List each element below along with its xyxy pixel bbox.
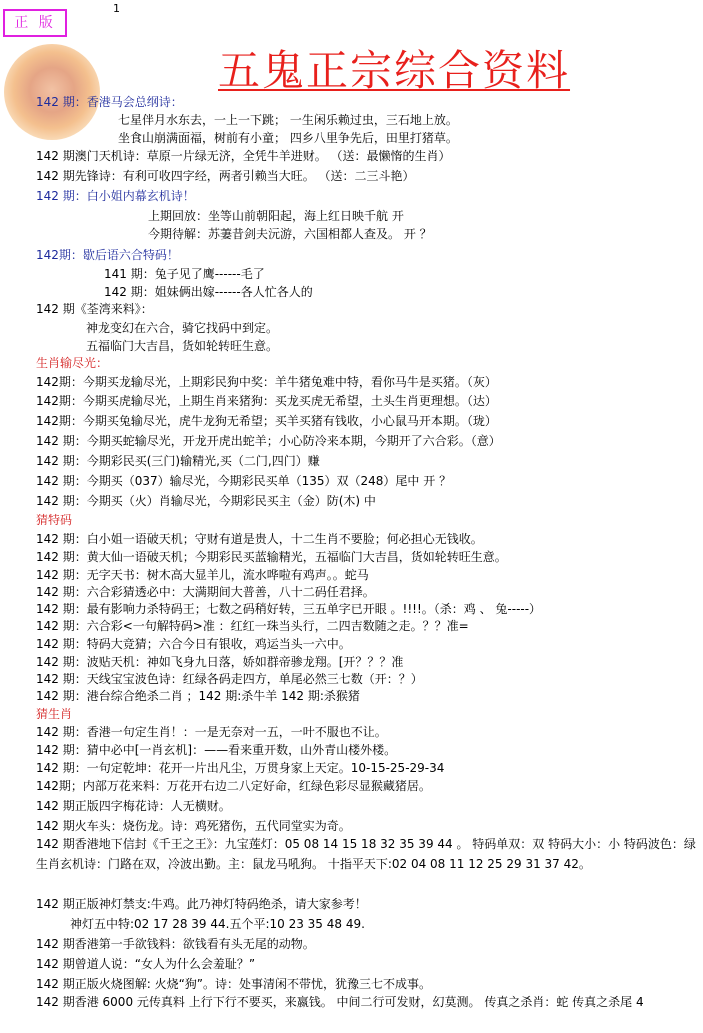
- text-paragraph: 142 期香港地下信封《千王之王》：九宝莲灯：05 08 14 15 18 32 35 39 44 。 特码单双：双 特码大小：小 特码波色：绿 生肖玄机诗：门路在双，冷波出勤。主：鼠龙马吼狗。 十指平天下:02 04 08 11 12 25 29 31 37 42。: [36, 837, 696, 871]
- text-line: 神灯五中特:02 17 28 39 44.五个平:10 23 35 48 49.: [70, 917, 365, 931]
- text-line: 142 期先锋诗：有利可收四字经，两者引赖当大旺。 （送：二三斗艳）: [36, 169, 415, 183]
- text-line: 142 期：特码大竞猜；六合今日有银收，鸡运当头一六中。: [36, 637, 351, 651]
- text-line: 142期；内部万花来料：万花开右边二八定好命，红绿色彩尽显猴藏猪居。: [36, 779, 431, 793]
- text-line: 142 期正版神灯禁支:牛鸡。此乃神灯特码绝杀，请大家参考！: [36, 897, 367, 911]
- page-number: 1: [113, 2, 120, 15]
- text-line: 142期：今期买兔输尽光，虎牛龙狗无希望；买羊买猪有钱收，小心鼠马开本期。（珑）: [36, 414, 497, 428]
- text-line: 142 期：波贴天机：神如飞身九日落，娇如群帝骖龙翔。[开？？？准: [36, 655, 404, 669]
- text-line: 142 期：今期买（火）肖输尽光，今期彩民买主（金）防(木) 中: [36, 494, 376, 508]
- text-line: 142 期：六合彩<一句解特码>准 ：红红一珠当头行，二四吉数随之走。？？准=: [36, 619, 469, 633]
- text-line: 142 期正版四字梅花诗：人无横财。: [36, 799, 231, 813]
- text-line: 142 期香港第一手欲钱料：欲钱看有头无尾的动物。: [36, 937, 315, 951]
- text-line: 神龙变幻在六合，骑它找码中到定。: [86, 321, 279, 335]
- text-line: 142期：今期买龙输尽光，上期彩民狗中奖：羊牛猪兔难中特，看你马牛是买猪。（灰）: [36, 375, 497, 389]
- text-line: 142期：今期买虎输尽光，上期生肖来猪狗：买龙买虎无希望，土头生肖更理想。（达）: [36, 394, 497, 408]
- text-line: 142 期：最有影响力杀特码王；七数之码稍好转，三五单字已开眼 。!!!!。（杀：鸡 、 兔-----）: [36, 602, 542, 616]
- text-line: 142 期澳门天机诗：草原一片绿无济，全凭牛羊进财。 （送：最懒惰的生肖）: [36, 149, 451, 163]
- text-line: 142 期：猜中必中[一肖玄机]：——看来重开数，山外青山楼外楼。: [36, 743, 397, 757]
- text-line: 142 期：姐妹俩出嫁------各人忙各人的: [104, 285, 313, 299]
- text-line: 142 期：无字天书：树木高大显羊儿，流水哗啦有鸡声。。蛇马: [36, 568, 369, 582]
- text-line: 142 期：今期买（037）输尽光，今期彩民买单（135）双（248）尾中 开 ？: [36, 474, 452, 488]
- text-line: 142 期：今期买蛇输尽光，开龙开虎出蛇羊；小心防冷来本期，今期开了六合彩。（意）: [36, 434, 501, 448]
- section-heading: 猜生肖: [36, 707, 73, 721]
- text-line: 上期回放：坐等山前朝阳起，海上红日映千航 开: [148, 209, 404, 223]
- text-line: 142 期：黄大仙一语破天机；今期彩民买蓝输精光，五福临门大吉昌，货如轮转旺生意。: [36, 550, 507, 564]
- text-line: 142 期正版火烧图解: 火烧“狗”。诗：处事清闲不带忧，犹豫三七不成事。: [36, 977, 432, 991]
- text-line: 142 期火车头：烧伤龙。诗：鸡死猪伤，五代同堂实为奇。: [36, 819, 351, 833]
- text-line: 142 期：一句定乾坤：花开一片出凡尘，万贯身家上天定。10-15-25-29-34: [36, 761, 445, 775]
- text-line: 142 期：香港马会总纲诗：: [36, 95, 183, 109]
- text-line: 142 期：香港一句定生肖！：一是无奈对一五，一叶不服也不让。: [36, 725, 387, 739]
- text-line: 142期：歇后语六合特码！: [36, 248, 179, 262]
- text-line: 今期待解：苏萋昔剑夫沅游，六国相都人查及。 开 ？: [148, 227, 432, 241]
- text-line: 五福临门大吉昌，货如轮转旺生意。: [86, 339, 279, 353]
- edition-badge: 正 版: [3, 9, 67, 37]
- text-line: 142 期：港台综合绝杀二肖 ；142 期:杀牛羊 142 期:杀猴猪: [36, 689, 360, 703]
- text-line: 142 期曾道人说：“女人为什么会羞耻？”: [36, 957, 256, 971]
- portrait-image: [4, 44, 100, 140]
- text-line: 142 期：六合彩猜透必中：大满期间大普善，八十二码任君择。: [36, 585, 375, 599]
- section-heading: 生肖输尽光：: [36, 356, 109, 370]
- text-paragraph: 142 期香港 6000 元传真料 上行下行不要买，来嬴钱。 中间二行可发财，幻莫测。 传真之杀肖：蛇 传真之杀尾 4: [36, 995, 644, 1009]
- section-heading: 猜特码: [36, 513, 73, 527]
- text-line: 142 期：今期彩民买(三门)输精光,买（二门,四门）赚: [36, 454, 320, 468]
- page-title: 五鬼正宗综合资料: [218, 46, 571, 95]
- text-line: 142 期：白小姐一语破天机；守财有道是贵人，十二生肖不要脸；何必担心无钱收。: [36, 532, 483, 546]
- text-line: 141 期：兔子见了鹰------毛了: [104, 267, 265, 281]
- text-line: 坐食山崩满面福，树前有小童； 四乡八里争先后，田里打猪草。: [118, 131, 458, 145]
- text-line: 七星伴月水东去，一上一下跳； 一生闲乐赖过虫，三石地上放。: [118, 113, 458, 127]
- text-line: 142 期：天线宝宝波色诗：红绿各码走四方，单尾必然三七数（开：？）: [36, 672, 423, 686]
- text-line: 142 期《荃湾来料》：: [36, 302, 153, 316]
- text-line: 142 期：白小姐内幕玄机诗！: [36, 189, 195, 203]
